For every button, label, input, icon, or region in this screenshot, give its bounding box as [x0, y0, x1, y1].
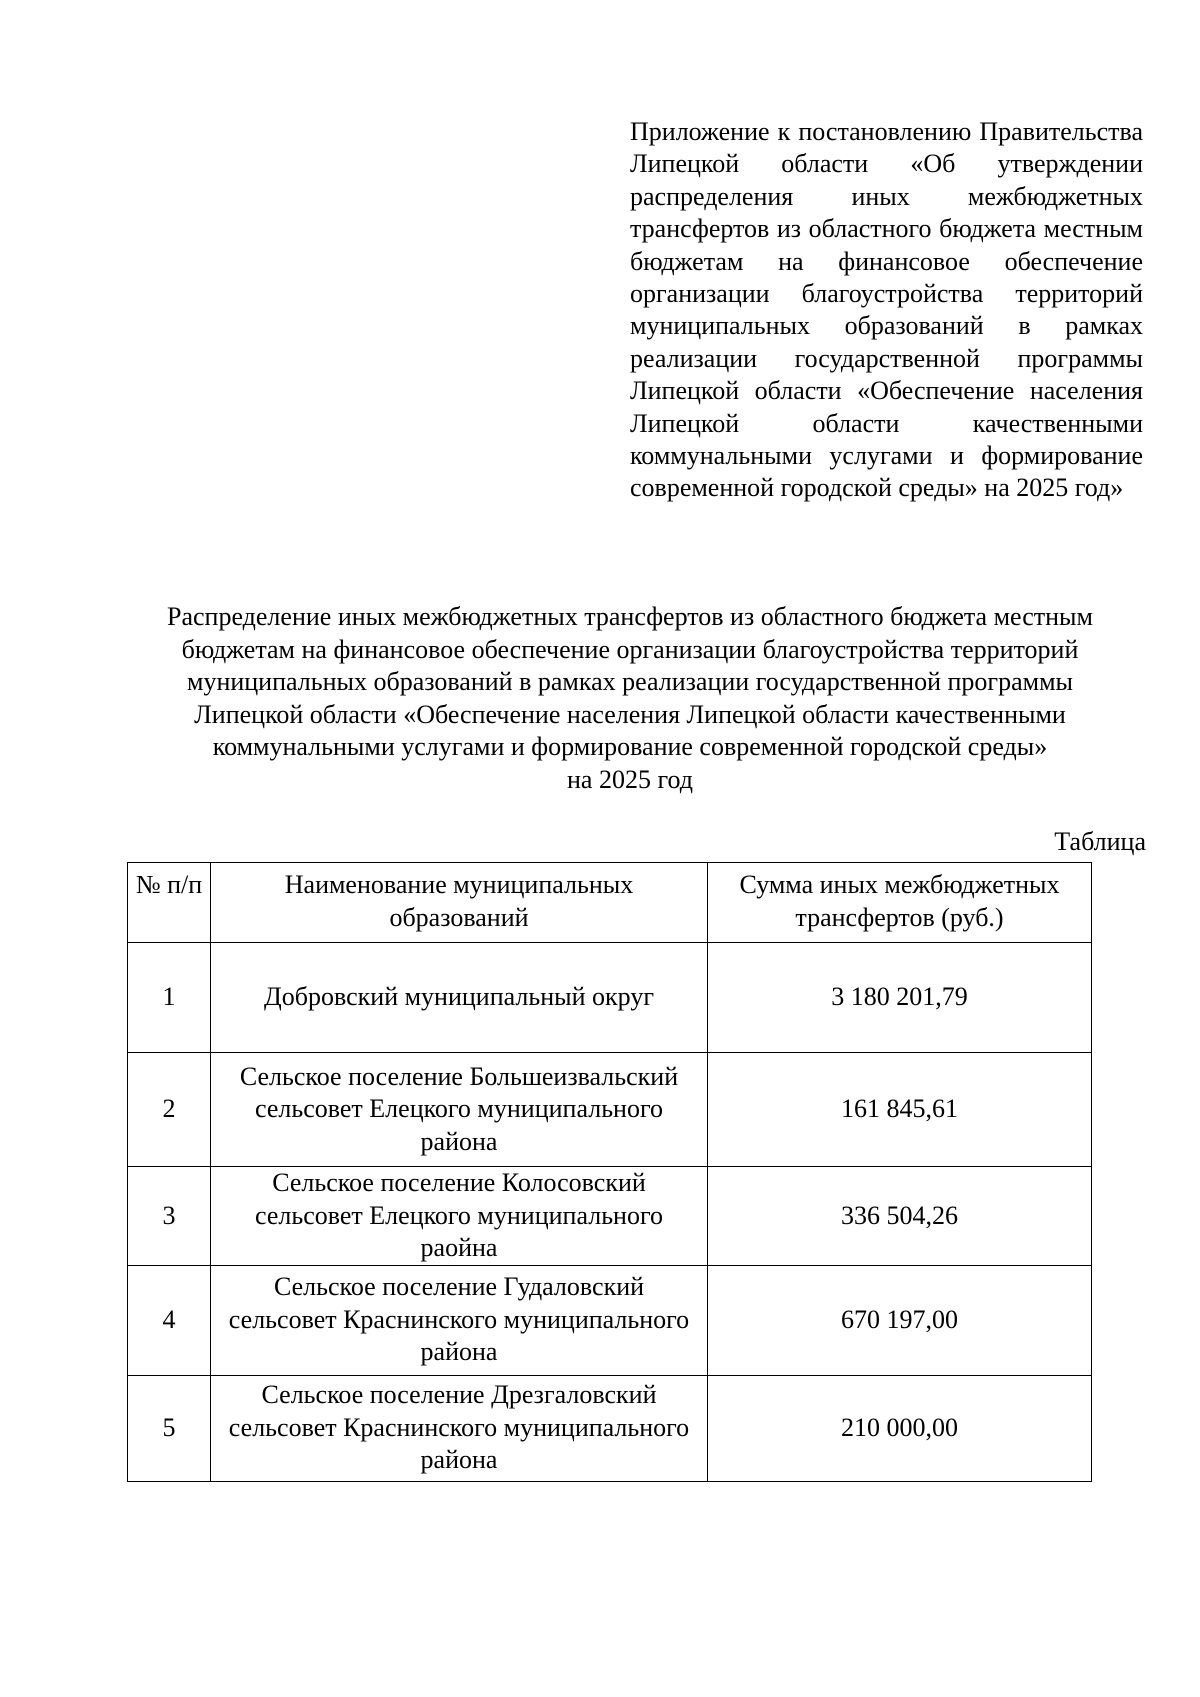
row-amount: 670 197,00 — [708, 1265, 1092, 1375]
row-number: 3 — [128, 1167, 211, 1266]
table-row — [128, 1265, 1092, 1375]
row-number: 5 — [128, 1375, 211, 1481]
header-number: № п/п — [128, 863, 211, 943]
row-amount: 336 504,26 — [708, 1167, 1092, 1266]
document-title-line: Липецкой области «Обеспечение населения Липецкой области качественными — [194, 699, 1066, 729]
row-municipality: Сельское поселение Большеизвальский сельсовет Елецкого муниципального района — [211, 1053, 708, 1167]
row-municipality: Сельское поселение Гудаловский сельсовет Краснинского муниципального района — [211, 1265, 708, 1375]
row-number: 2 — [128, 1053, 211, 1167]
document-title-line: на 2025 год — [567, 764, 693, 794]
row-amount: 3 180 201,79 — [708, 943, 1092, 1053]
document-title — [100, 601, 1160, 797]
header-municipality: Наименование муниципальных образований — [211, 863, 708, 943]
table-row — [128, 1375, 1092, 1481]
row-municipality: Сельское поселение Колосовский сельсовет Елецкого муниципального раойна — [211, 1167, 708, 1266]
document-title-line: бюджетам на финансовое обеспечение организации благоустройства территорий — [181, 634, 1079, 664]
document-title-line: муниципальных образований в рамках реализации государственной программы — [186, 667, 1074, 697]
row-amount: 161 845,61 — [708, 1053, 1092, 1167]
row-municipality: Добровский муниципальный округ — [211, 943, 708, 1053]
appendix-note: Приложение к постановлению Правительства Липецкой области «Об утверждении распределения иных межбюджетных трансфертов из областного бюджета местным бюджетам на финансовое обеспечение организации благоустройства территорий муниципальных образований в рамках реализации государственной программы Липецкой области «Обеспечение населения Липецкой области качественными коммунальными услугами и формирование современной городской среды» на 2025 год» — [630, 117, 1143, 503]
row-number: 4 — [128, 1265, 211, 1375]
table-row — [128, 1053, 1092, 1167]
row-number: 1 — [128, 943, 211, 1053]
header-amount: Сумма иных межбюджетных трансфертов (руб.) — [708, 863, 1092, 943]
table-row — [128, 943, 1092, 1053]
row-amount: 210 000,00 — [708, 1375, 1092, 1481]
table-caption: Таблица — [1054, 827, 1146, 856]
row-municipality: Сельское поселение Дрезгаловский сельсовет Краснинского муниципального района — [211, 1375, 708, 1481]
table-header-row — [128, 863, 1092, 943]
distribution-table — [127, 862, 1092, 1482]
document-title-line: коммунальными услугами и формирование современной городской среды» — [212, 732, 1048, 762]
table-row — [128, 1167, 1092, 1266]
document-title-line: Распределение иных межбюджетных трансфертов из областного бюджета местным — [167, 602, 1093, 631]
